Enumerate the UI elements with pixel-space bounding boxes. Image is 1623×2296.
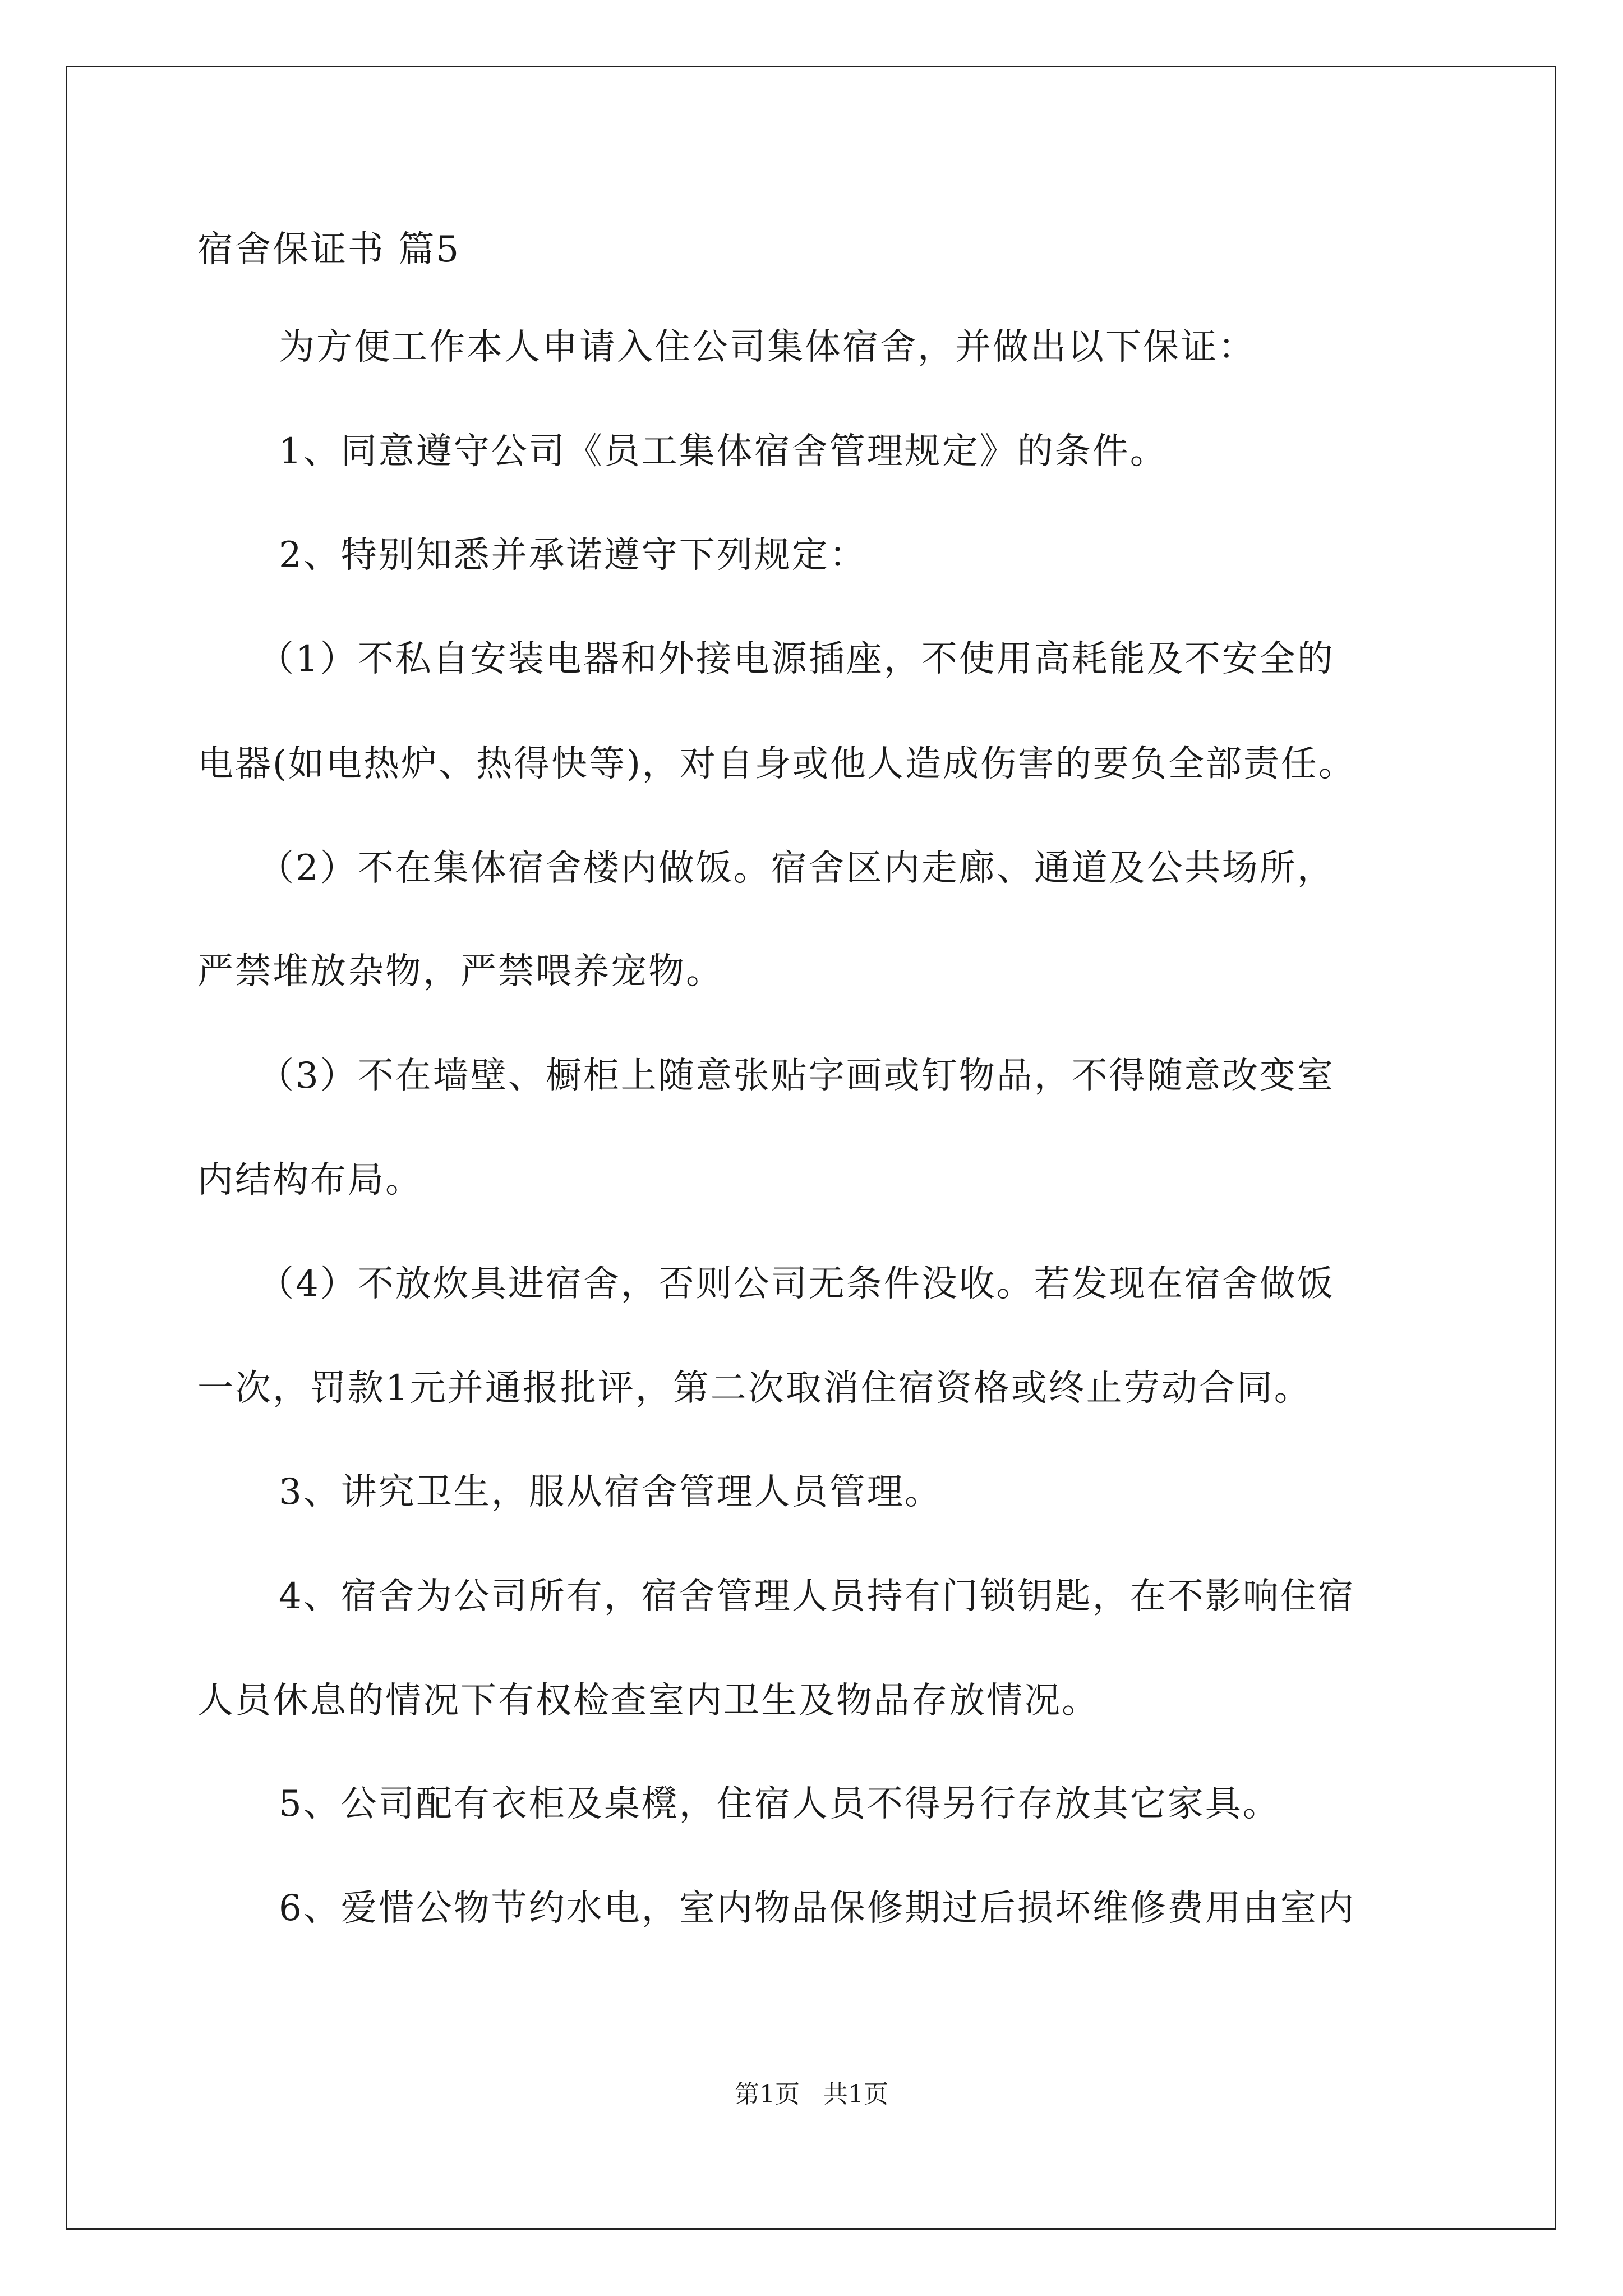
paragraph-rule-2-line-1: （2）不在集体宿舍楼内做饭。宿舍区内走廊、通道及公共场所， xyxy=(258,848,1335,889)
paragraph-item-1: 1、同意遵守公司《员工集体宿舍管理规定》的条件。 xyxy=(279,431,1168,472)
paragraph-intro: 为方便工作本人申请入住公司集体宿舍，并做出以下保证： xyxy=(279,326,1256,368)
paragraph-item-3: 3、讲究卫生，服从宿舍管理人员管理。 xyxy=(279,1471,942,1513)
paragraph-item-2: 2、特别知悉并承诺遵守下列规定： xyxy=(279,535,867,576)
paragraph-rule-4-line-1: （4）不放炊具进宿舍，否则公司无条件没收。若发现在宿舍做饭 xyxy=(258,1263,1335,1305)
document-title: 宿舍保证书 篇5 xyxy=(197,229,461,270)
paragraph-rule-4-line-2: 一次，罚款1元并通报批评，第二次取消住宿资格或终止劳动合同。 xyxy=(197,1368,1312,1409)
paragraph-item-5: 5、公司配有衣柜及桌櫈，住宿人员不得另行存放其它家具。 xyxy=(279,1783,1280,1825)
page-footer: 第1页 共1页 xyxy=(735,2080,888,2109)
paragraph-rule-1-line-2: 电器(如电热炉、热得快等)，对自身或他人造成伤害的要负全部责任。 xyxy=(197,743,1356,785)
paragraph-rule-1-line-1: （1）不私自安装电器和外接电源插座，不使用高耗能及不安全的 xyxy=(258,638,1335,680)
paragraph-rule-3-line-2: 内结构布局。 xyxy=(197,1159,423,1201)
paragraph-item-4-line-2: 人员休息的情况下有权检查室内卫生及物品存放情况。 xyxy=(197,1680,1099,1722)
paragraph-item-4-line-1: 4、宿舍为公司所有，宿舍管理人员持有门锁钥匙，在不影响住宿 xyxy=(279,1576,1355,1617)
paragraph-rule-2-line-2: 严禁堆放杂物，严禁喂养宠物。 xyxy=(197,951,723,992)
paragraph-rule-3-line-1: （3）不在墙壁、橱柜上随意张贴字画或钉物品，不得随意改变室 xyxy=(258,1055,1335,1097)
paragraph-item-6-line-1: 6、爱惜公物节约水电，室内物品保修期过后损坏维修费用由室内 xyxy=(279,1888,1355,1929)
